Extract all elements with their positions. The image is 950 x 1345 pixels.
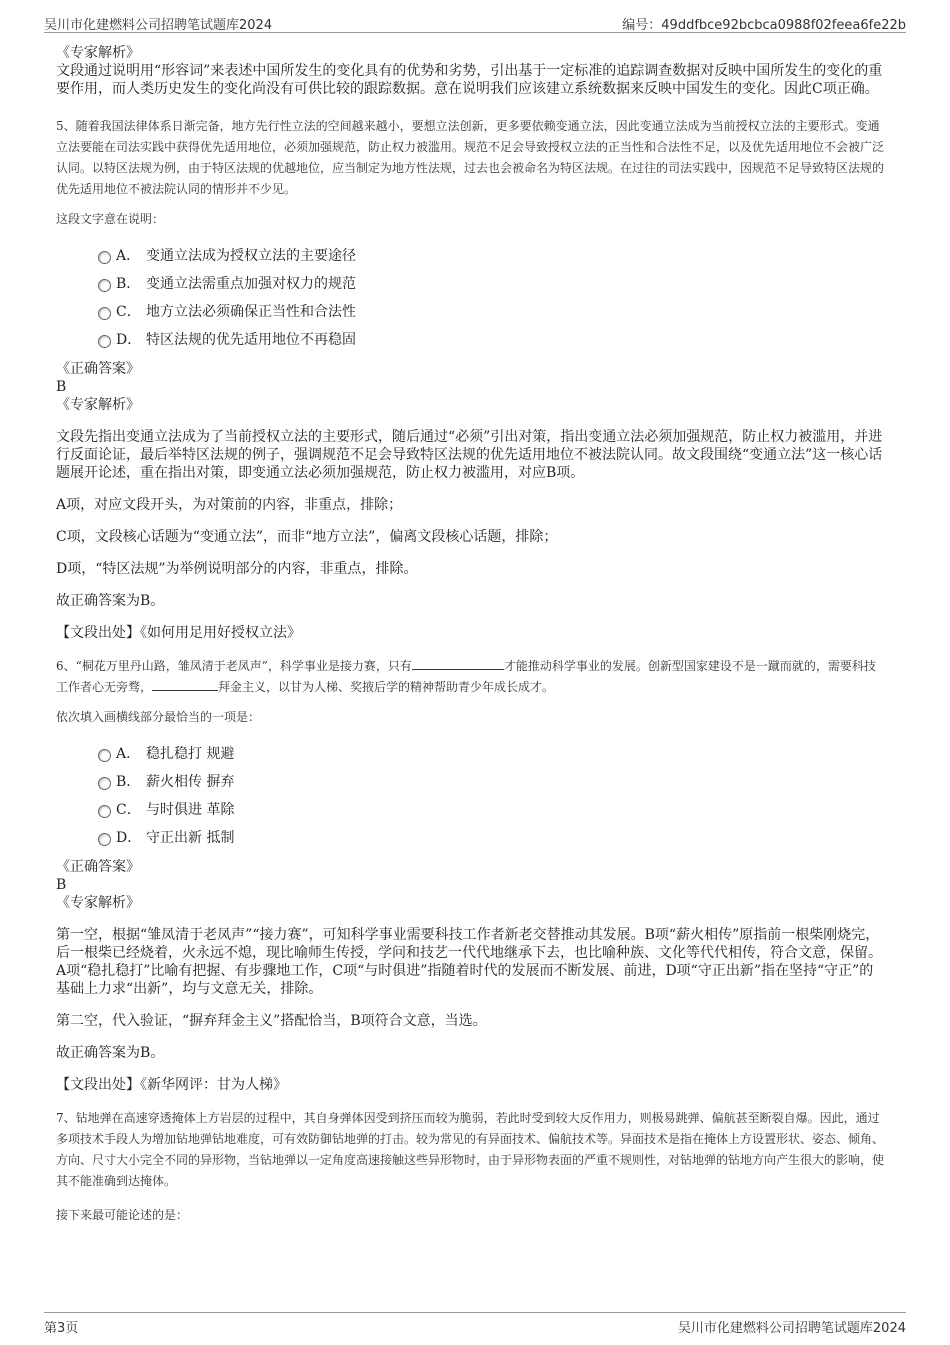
question-5 <box>56 116 886 642</box>
correct-answer-label: 《正确答案》 <box>56 859 140 875</box>
question-stem: 5、随着我国法律体系日渐完备，地方先行性立法的空间越来越小，要想立法创新，更多要依赖变通立法，因此变通立法成为当前授权立法的主要形式。变通立法要能在司法实践中获得优先适用地位，必须加强规范，防止权力被滥用。规范不足会导致授权立法的正当性和合法性不足，以及优先适用地位不会被广泛认同。以特区法规为例，由于特区法规的优越地位，应当制定为地方性法规，过去也会被命名为特区法规。在过往的司法实践中，因规范不足导致特区法规的优先适用地位不被法院认同的情形并不少见。 <box>56 119 885 196</box>
analysis-paragraph: C项，文段核心话题为“变通立法”，而非“地方立法”，偏离文段核心话题，排除； <box>56 529 558 545</box>
option-c[interactable]: C． 地方立法必须确保正当性和合法性 <box>56 298 886 326</box>
source-citation: 【文段出处】《如何用足用好授权立法》 <box>56 625 301 641</box>
radio-icon[interactable] <box>98 777 111 790</box>
question-prompt: 这段文字意在说明： <box>56 212 165 226</box>
page-number: 第3页 <box>44 1321 79 1336</box>
radio-icon[interactable] <box>98 251 111 264</box>
question-7 <box>56 1108 886 1224</box>
radio-icon[interactable] <box>98 279 111 292</box>
option-a[interactable]: A． 变通立法成为授权立法的主要途径 <box>56 242 886 270</box>
question-6 <box>56 656 886 1094</box>
analysis-paragraph: D项，“特区法规”为举例说明部分的内容，非重点，排除。 <box>56 561 418 577</box>
question-stem: 7、钻地弹在高速穿透掩体上方岩层的过程中，其自身弹体因受到挤压而较为脆弱，若此时受到较大反作用力，则极易跳弹、偏航甚至断裂自爆。因此，通过多项技术手段人为增加钻地弹钻地难度，可有效防御钻地弹的打击。较为常见的有异面技术、偏航技术等。异面技术是指在掩体上方设置形状、姿态、倾角、方向、尺寸大小完全不同的异形物，当钻地弹以一定角度高速接触这些异形物时，由于异形物表面的严重不规则性，对钻地弹的钻地方向产生很大的影响，使其不能准确到达掩体。 <box>56 1111 885 1188</box>
page-header <box>44 10 906 33</box>
header-title: 吴川市化建燃料公司招聘笔试题库2024 <box>44 18 273 33</box>
page-footer <box>44 1312 906 1337</box>
radio-icon[interactable] <box>98 833 111 846</box>
option-list <box>56 242 886 354</box>
question-prompt: 依次填入画横线部分最恰当的一项是： <box>56 710 261 724</box>
correct-answer: B <box>56 379 67 395</box>
radio-icon[interactable] <box>98 335 111 348</box>
analysis-paragraph: A项，对应文段开头，为对策前的内容，非重点，排除； <box>56 497 403 513</box>
correct-answer: B <box>56 877 67 893</box>
analysis-paragraph: 故正确答案为B。 <box>56 593 165 609</box>
option-b[interactable]: B． 变通立法需重点加强对权力的规范 <box>56 270 886 298</box>
expert-analysis-text: 文段通过说明用“形容词”来表述中国所发生的变化具有的优势和劣势，引出基于一定标准的追踪调查数据对反映中国所发生的变化的重要作用，而人类历史发生的变化尚没有可供比较的跟踪数据。意在说明我们应该建立系统数据来反映中国发生的变化。因此C项正确。 <box>56 63 883 97</box>
expert-analysis-label: 《专家解析》 <box>56 895 140 911</box>
question-stem: 6、“桐花万里丹山路，雏凤清于老凤声”，科学事业是接力赛，只有 才能推动科学事业的发展。创新型国家建设不是一蹴而就的，需要科技工作者心无旁骛， 拜金主义，以甘为人梯、奖掖后学的精神帮助青少年成长成才。 <box>56 659 876 694</box>
option-d[interactable]: D． 守正出新 抵制 <box>56 824 886 852</box>
option-d[interactable]: D． 特区法规的优先适用地位不再稳固 <box>56 326 886 354</box>
analysis-paragraph: 文段先指出变通立法成为了当前授权立法的主要形式，随后通过“必须”引出对策，指出变通立法必须加强规范，防止权力被滥用，并进行反面论证，最后举特区法规的例子，强调规范不足会导致特区法规的优先适用地位不被法院认同。故文段围绕“变通立法”这一核心话题展开论述，重在指出对策，即变通立法必须加强规范，防止权力被滥用，对应B项。 <box>56 429 883 481</box>
footer-title: 吴川市化建燃料公司招聘笔试题库2024 <box>677 1321 906 1336</box>
analysis-paragraph: 第二空，代入验证，“摒弃拜金主义”搭配恰当，B项符合文意，当选。 <box>56 1013 487 1029</box>
radio-icon[interactable] <box>98 307 111 320</box>
analysis-paragraph: 故正确答案为B。 <box>56 1045 165 1061</box>
expert-analysis-label: 《专家解析》 <box>56 397 140 413</box>
option-b[interactable]: B． 薪火相传 摒弃 <box>56 768 886 796</box>
analysis-paragraph: 第一空，根据“雏凤清于老凤声”“接力赛”，可知科学事业需要科技工作者新老交替推动其发展。B项“薪火相传”原指前一根柴刚烧完，后一根柴已经烧着，火永远不熄，现比喻师生传授，学问和技艺一代代地继承下去，也比喻种族、文化等代代相传，符合文意，保留。A项“稳扎稳打”比喻有把握、有步骤地工作，C项“与时俱进”指随着时代的发展而不断发展、前进，D项“守正出新”指在坚持“守正”的基础上力求“出新”，均与文意无关，排除。 <box>56 927 882 997</box>
option-list <box>56 740 886 852</box>
document-id: 编号：49ddfbce92bcbca0988f02feea6fe22b <box>622 18 906 33</box>
fill-blank-2 <box>152 678 218 691</box>
source-citation: 【文段出处】《新华网评：甘为人梯》 <box>56 1077 287 1093</box>
expert-analysis-label: 《专家解析》 <box>56 45 140 61</box>
option-a[interactable]: A． 稳扎稳打 规避 <box>56 740 886 768</box>
radio-icon[interactable] <box>98 805 111 818</box>
radio-icon[interactable] <box>98 749 111 762</box>
option-c[interactable]: C． 与时俱进 革除 <box>56 796 886 824</box>
fill-blank-1 <box>412 657 504 670</box>
question-prompt: 接下来最可能论述的是： <box>56 1208 189 1222</box>
correct-answer-label: 《正确答案》 <box>56 361 140 377</box>
page-content <box>56 44 886 1224</box>
